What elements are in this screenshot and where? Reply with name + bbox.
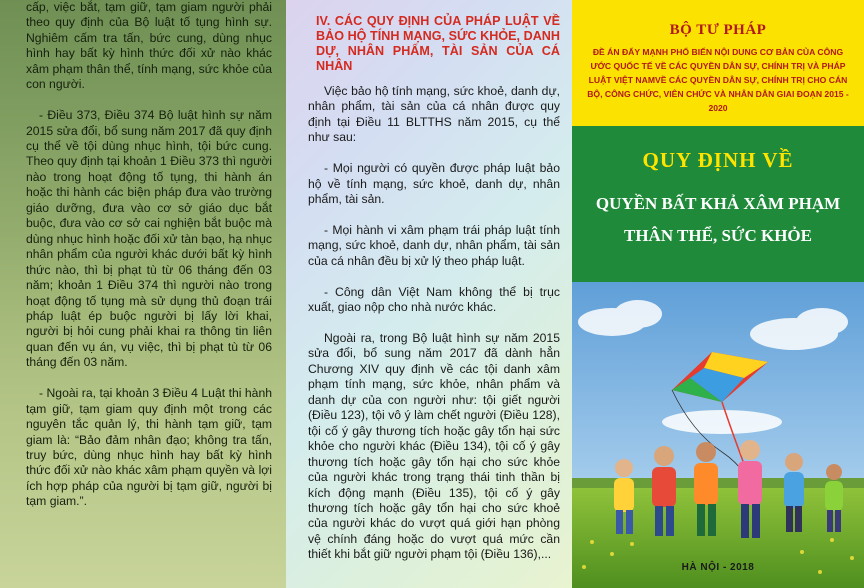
children-kite-photo xyxy=(572,282,864,588)
paragraph: - Mọi hành vi xâm phạm trái pháp luật tính mạng, sức khoẻ, danh dự, nhân phẩm, tài sản của cá nhân đều bị xử lý theo pháp luật. xyxy=(308,222,560,268)
paragraph: cấp, việc bắt, tạm giữ, tạm giam người phải theo quy định của Bộ luật tố tụng hình sự. Nghiêm cấm tra tấn, bức cung, dùng nhục hình hay bất kỳ hình thức đối xử nào khác xâm phạm thân thể, tính mạng, sức khỏe của con người. xyxy=(26,0,272,92)
middle-text-panel xyxy=(286,0,572,588)
cover-title-block xyxy=(572,126,864,282)
middle-text-column xyxy=(308,14,560,578)
project-name: ĐỀ ÁN ĐẨY MẠNH PHỔ BIẾN NỘI DUNG CƠ BẢN CỦA CÔNG ƯỚC QUỐC TẾ VỀ CÁC QUYỀN DÂN SỰ, CHÍNH TRỊ VÀ PHÁP LUẬT VIỆT NAMVỀ CÁC QUYỀN DÂN SỰ, CHÍNH TRỊ CHO CÁN BỘ, CÔNG CHỨC, VIÊN CHỨC VÀ NHÂN DÂN GIAI ĐOẠN 2015 - 2020 xyxy=(587,47,849,113)
ministry-name: BỘ TƯ PHÁP xyxy=(669,22,767,38)
left-text-panel xyxy=(0,0,286,588)
cover-header xyxy=(572,0,864,126)
cover-title-line3: THÂN THỂ, SỨC KHỎE xyxy=(624,226,812,245)
cover-panel xyxy=(572,0,864,588)
paragraph: - Mọi người có quyền được pháp luật bảo hộ về tính mạng, sức khoẻ, danh dự, nhân phẩm, tài sản. xyxy=(308,161,560,207)
cover-title-line1: QUY ĐỊNH VỀ xyxy=(642,148,794,172)
paragraph: - Công dân Việt Nam không thể bị trục xuất, giao nộp cho nhà nước khác. xyxy=(308,284,560,315)
section-heading: IV. CÁC QUY ĐỊNH CỦA PHÁP LUẬT VỀ BẢO HỘ TÍNH MẠNG, SỨC KHỎE, DANH DỰ, NHÂN PHẨM, TÀI SẢN CỦA CÁ NHÂN xyxy=(316,14,560,73)
cover-footer: HÀ NỘI - 2018 xyxy=(681,562,755,573)
paragraph: Việc bảo hộ tính mạng, sức khoẻ, danh dự, nhân phẩm, tài sản của cá nhân được quy định tại Điều 11 BLTTHS năm 2015, cụ thể như sau: xyxy=(308,84,560,145)
paragraph: - Điều 373, Điều 374 Bộ luật hình sự năm 2015 sửa đổi, bổ sung năm 2017 đã quy định cụ thể về tội dùng nhục hình, tội bức cung. Theo quy định tại khoản 1 Điều 373 thì người nào trong hoạt động tố tụng, thi hành án hoặc thi hành các biện pháp đưa vào trường giáo dưỡng, đưa vào cơ sở giáo dục bắt buộc, đưa vào cơ sở cai nghiện bắt buộc mà dùng nhục hình hoặc đối xử tàn bạo, hạ nhục nhân phẩm của người khác dưới bất kỳ hình thức nào, thì bị phạt tù từ 06 tháng đến 03 năm; khoản 1 Điều 374 thì người nào trong hoạt động tố tụng mà sử dụng thủ đoạn trái pháp luật ép buộc người bị lấy lời khai, người bị hỏi cung phải khai ra thông tin liên quan đến vụ án, vụ việc, thì bị phạt tù từ 06 tháng đến 03 năm. xyxy=(26,108,272,370)
left-text-column xyxy=(26,0,272,525)
cover-title-line2: QUYỀN BẤT KHẢ XÂM PHẠM xyxy=(595,194,841,213)
paragraph: - Ngoài ra, tại khoản 3 Điều 4 Luật thi hành tạm giữ, tạm giam quy định một trong các nguyên tắc quản lý, thi hành tạm giữ, tạm giam là: “Bảo đảm nhân đạo; không tra tấn, truy bức, dùng nhục hình hay bất kỳ hình thức đối xử nào khác xâm phạm quyền và lợi ích hợp pháp của người bị tạm giữ, người bị tạm giam.”. xyxy=(26,386,272,509)
paragraph: Ngoài ra, trong Bộ luật hình sự năm 2015 sửa đổi, bổ sung năm 2017 đã dành hẳn Chương XIV quy định về các tội danh xâm phạm tính mạng, sức khỏe, nhân phẩm và danh dự của con người như: tội giết người (Điều 123), tội vô ý làm chết người (Điều 128), tội cố ý gây thương tích hoặc gây tổn hại sức khỏe cho người khác (Điều 134), tội cố ý gây thương tích hoặc gây tổn hại cho sức khỏe của người khác trong trạng thái tinh thần bị kích động mạnh (Điều 135), tội cố ý gây thương tích hoặc gây tổn hại cho sức khoẻ của người khác do vượt quá giới hạn phòng vệ chính đáng hoặc do vượt quá mức cần thiết khi bắt giữ người phạm tội (Điều 136),... xyxy=(308,331,560,562)
